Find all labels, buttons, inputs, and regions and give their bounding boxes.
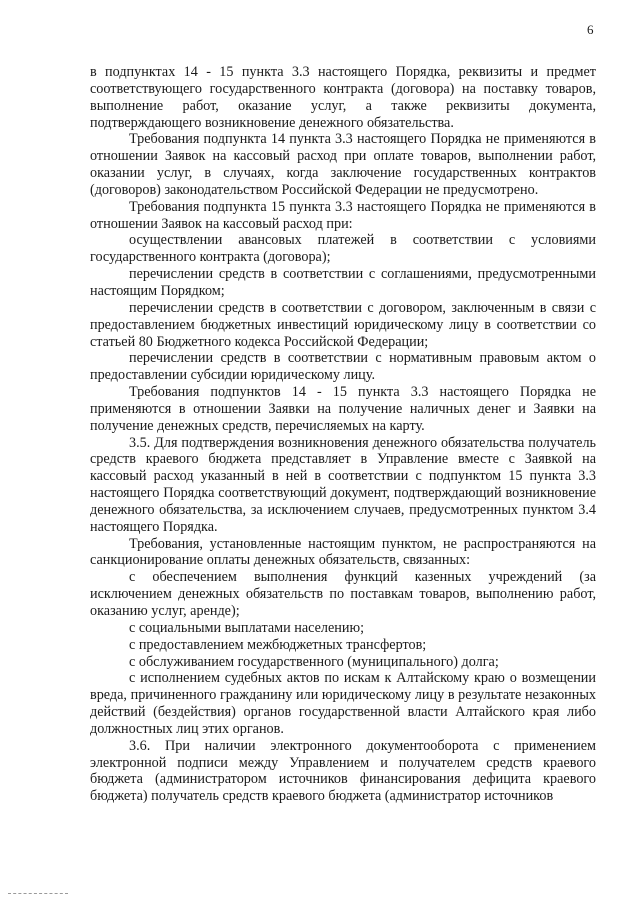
paragraph-debt: с обслуживанием государственного (муниципального) долга; — [129, 653, 499, 670]
paragraph-req-14: Требования подпункта 14 пункта 3.3 настоящего Порядка не применяются в отношении Заявок на кассовый расход при оплате товаров, выполнении работ, оказании услуг, в случаях, когда заключение государственных контрактов (договоров) законодательством Российской Федерации не предусмотрено. — [90, 131, 596, 198]
paragraph-requirements: Требования, установленные настоящим пунктом, не распространяются на санкционирование оплаты денежных обязательств, связанных: — [90, 535, 596, 569]
paragraph-advance: осуществлении авансовых платежей в соответствии с условиями государственного контракта (договора); — [90, 232, 596, 266]
paragraph-req-15: Требования подпункта 15 пункта 3.3 настоящего Порядка не применяются в отношении Заявок на кассовый расход при: — [90, 198, 596, 232]
scan-edge-mark — [8, 893, 68, 895]
document-body — [90, 64, 596, 805]
paragraph-3-6: 3.6. При наличии электронного документооборота с применением электронной подписи между Управлением и получателем средств краевого бюджета (администратором источников финансирования дефицита краевого бюджета) получатель средств краевого бюджета (администратор источников — [90, 737, 596, 805]
paragraph-req-14-15: Требования подпунктов 14 - 15 пункта 3.3 настоящего Порядка не применяются в отношении Заявки на получение наличных денег и Заявки на получение денежных средств, перечисляемых на карту. — [90, 384, 596, 434]
paragraph-agreements: перечислении средств в соответствии с соглашениями, предусмотренными настоящим Порядком; — [90, 266, 596, 299]
paragraph-subsidy: перечислении средств в соответствии с нормативным правовым актом о предоставлении субсидии юридическому лицу. — [90, 350, 596, 384]
paragraph-court: с исполнением судебных актов по искам к Алтайскому краю о возмещении вреда, причиненного гражданину или юридическому лицу в результате незаконных действий (бездействия) органов государственной власти Алтайского края либо должностных лиц этих органов. — [90, 670, 596, 737]
paragraph-transfers: с предоставлением межбюджетных трансфертов; — [129, 636, 427, 653]
paragraph-kazennye: с обеспечением выполнения функций казенных учреждений (за исключением денежных обязательств по поставкам товаров, выполнению работ, оказанию услуг, аренде); — [90, 569, 596, 619]
paragraph-continuation: в подпунктах 14 - 15 пункта 3.3 настоящего Порядка, реквизиты и предмет соответствующего государственного контракта (договора) на поставку товаров, выполнение работ, оказание услуг, а также реквизиты документа, подтверждающего возникновение денежного обязательства. — [90, 64, 596, 131]
paragraph-3-5: 3.5. Для подтверждения возникновения денежного обязательства получатель средств краевого бюджета представляет в Управление вместе с Заявкой на кассовый расход указанный в ней в соответствии с подпунктом 15 пункта 3.3 настоящего Порядка соответствующий документ, подтверждающий возникновение денежного обязательства, за исключением случаев, предусмотренных пунктом 3.4 настоящего Порядка. — [90, 434, 596, 535]
paragraph-contract: перечислении средств в соответствии с договором, заключенным в связи с предоставлением бюджетных инвестиций юридическому лицу в соответствии со статьей 80 Бюджетного кодекса Российской Федерации; — [90, 299, 596, 350]
page-number: 6 — [587, 22, 594, 37]
paragraph-social: с социальными выплатами населению; — [129, 619, 365, 636]
